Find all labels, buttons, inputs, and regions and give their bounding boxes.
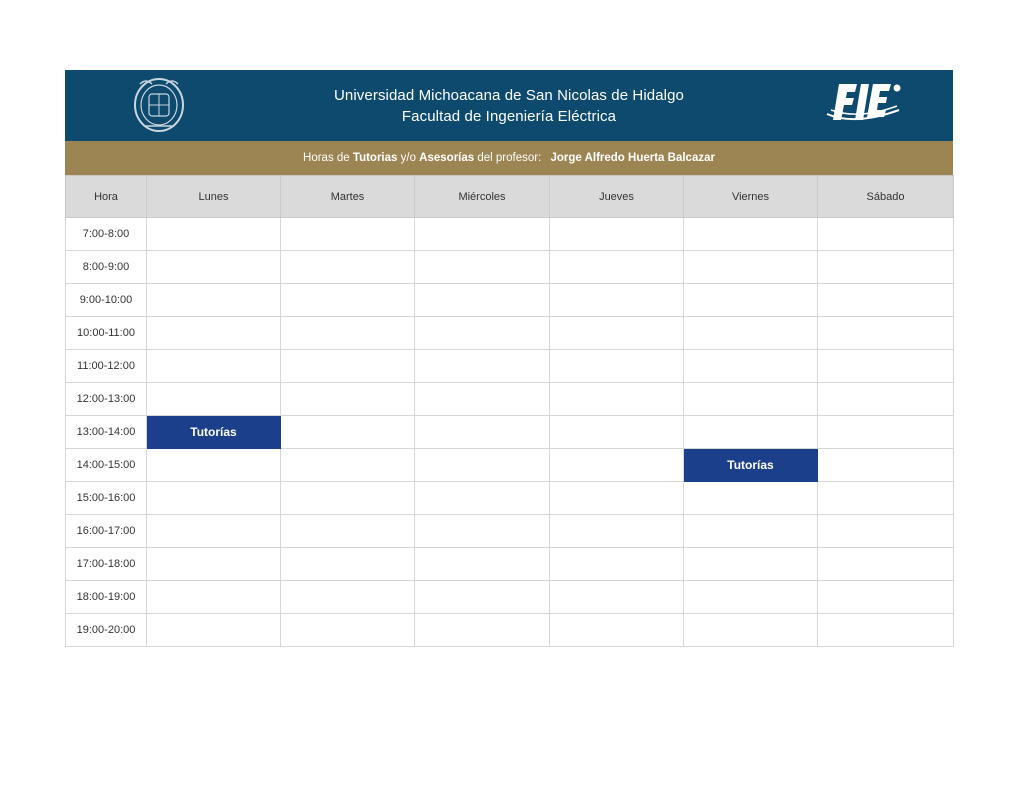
schedule-cell [818, 218, 954, 251]
column-header-martes: Martes [281, 176, 415, 218]
schedule-sheet [65, 70, 953, 647]
schedule-cell [684, 350, 818, 383]
schedule-cell [684, 581, 818, 614]
professor-name: Jorge Alfredo Huerta Balcazar [550, 152, 715, 164]
schedule-cell [147, 614, 281, 647]
schedule-cell [281, 449, 415, 482]
schedule-cell [684, 251, 818, 284]
schedule-cell [684, 218, 818, 251]
subtitle-asesorias: Asesorías [419, 152, 475, 164]
schedule-cell [281, 218, 415, 251]
hour-cell: 12:00-13:00 [66, 383, 147, 416]
schedule-cell [818, 350, 954, 383]
schedule-cell [281, 482, 415, 515]
schedule-cell [818, 581, 954, 614]
schedule-cell [415, 581, 550, 614]
hour-cell: 9:00-10:00 [66, 284, 147, 317]
table-row [66, 416, 954, 449]
schedule-cell [147, 383, 281, 416]
column-header-viernes: Viernes [684, 176, 818, 218]
schedule-cell [147, 515, 281, 548]
schedule-cell [818, 515, 954, 548]
schedule-cell [281, 581, 415, 614]
table-row [66, 548, 954, 581]
schedule-cell [415, 614, 550, 647]
schedule-cell [818, 284, 954, 317]
schedule-cell [818, 449, 954, 482]
table-row [66, 482, 954, 515]
table-row [66, 383, 954, 416]
schedule-cell [147, 449, 281, 482]
schedule-cell [550, 251, 684, 284]
schedule-cell [550, 482, 684, 515]
schedule-cell [550, 581, 684, 614]
table-row [66, 515, 954, 548]
schedule-cell [550, 317, 684, 350]
schedule-cell [415, 251, 550, 284]
schedule-cell [147, 482, 281, 515]
schedule-cell [415, 284, 550, 317]
schedule-cell [415, 515, 550, 548]
schedule-cell [415, 383, 550, 416]
schedule-cell [281, 251, 415, 284]
hour-cell: 18:00-19:00 [66, 581, 147, 614]
hour-cell: 19:00-20:00 [66, 614, 147, 647]
hour-cell: 15:00-16:00 [66, 482, 147, 515]
table-row [66, 284, 954, 317]
schedule-cell [818, 416, 954, 449]
schedule-header-row [66, 176, 954, 218]
schedule-body [66, 218, 954, 647]
schedule-cell [281, 284, 415, 317]
schedule-cell [550, 383, 684, 416]
schedule-cell [281, 548, 415, 581]
table-row [66, 614, 954, 647]
schedule-cell [281, 350, 415, 383]
table-row [66, 350, 954, 383]
schedule-cell [684, 317, 818, 350]
schedule-cell [147, 218, 281, 251]
fie-logo-icon [825, 80, 903, 128]
schedule-cell [684, 614, 818, 647]
schedule-cell [684, 416, 818, 449]
table-row [66, 218, 954, 251]
column-header-lunes: Lunes [147, 176, 281, 218]
schedule-cell [818, 251, 954, 284]
schedule-cell [684, 548, 818, 581]
faculty-name: Facultad de Ingeniería Eléctrica [401, 108, 617, 125]
schedule-cell: Tutorías [147, 416, 281, 449]
schedule-cell [281, 383, 415, 416]
schedule-cell [281, 515, 415, 548]
schedule-cell [147, 251, 281, 284]
schedule-cell: Tutorías [684, 449, 818, 482]
schedule-cell [550, 515, 684, 548]
schedule-cell [684, 515, 818, 548]
table-row [66, 449, 954, 482]
column-header-hora: Hora [66, 176, 147, 218]
schedule-cell [550, 284, 684, 317]
hour-cell: 14:00-15:00 [66, 449, 147, 482]
header-banner [65, 70, 953, 141]
schedule-cell [684, 482, 818, 515]
schedule-cell [281, 416, 415, 449]
schedule-cell [415, 416, 550, 449]
schedule-table [65, 175, 954, 647]
schedule-cell [147, 548, 281, 581]
hour-cell: 17:00-18:00 [66, 548, 147, 581]
schedule-cell [550, 548, 684, 581]
schedule-cell [550, 614, 684, 647]
subtitle-prefix: Horas de [303, 152, 350, 164]
schedule-cell [147, 350, 281, 383]
schedule-cell [818, 383, 954, 416]
schedule-cell [147, 284, 281, 317]
header-titles [65, 85, 953, 127]
hour-cell: 13:00-14:00 [66, 416, 147, 449]
column-header-sabado: Sábado [818, 176, 954, 218]
subtitle-tutorias: Tutorias [352, 152, 398, 164]
schedule-cell [415, 548, 550, 581]
column-header-jueves: Jueves [550, 176, 684, 218]
schedule-cell [818, 317, 954, 350]
subtitle-connector: y/o [400, 152, 416, 164]
table-row [66, 581, 954, 614]
schedule-cell [415, 317, 550, 350]
table-row [66, 251, 954, 284]
schedule-cell [550, 449, 684, 482]
hour-cell: 8:00-9:00 [66, 251, 147, 284]
schedule-cell [550, 350, 684, 383]
schedule-cell [550, 416, 684, 449]
schedule-cell [818, 482, 954, 515]
schedule-cell [818, 614, 954, 647]
subtitle-suffix: del profesor: [477, 152, 542, 164]
schedule-cell [281, 317, 415, 350]
university-name: Universidad Michoacana de San Nicolas de Hidalgo [334, 87, 684, 104]
schedule-cell [684, 383, 818, 416]
schedule-cell [550, 218, 684, 251]
schedule-cell [415, 449, 550, 482]
hour-cell: 16:00-17:00 [66, 515, 147, 548]
hour-cell: 7:00-8:00 [66, 218, 147, 251]
hour-cell: 11:00-12:00 [66, 350, 147, 383]
schedule-cell [684, 284, 818, 317]
schedule-cell [818, 548, 954, 581]
schedule-cell [415, 350, 550, 383]
schedule-cell [415, 218, 550, 251]
schedule-cell [147, 581, 281, 614]
subtitle-band [65, 141, 953, 175]
hour-cell: 10:00-11:00 [66, 317, 147, 350]
schedule-cell [281, 614, 415, 647]
column-header-miercoles: Miércoles [415, 176, 550, 218]
schedule-cell [147, 317, 281, 350]
table-row [66, 317, 954, 350]
schedule-cell [415, 482, 550, 515]
